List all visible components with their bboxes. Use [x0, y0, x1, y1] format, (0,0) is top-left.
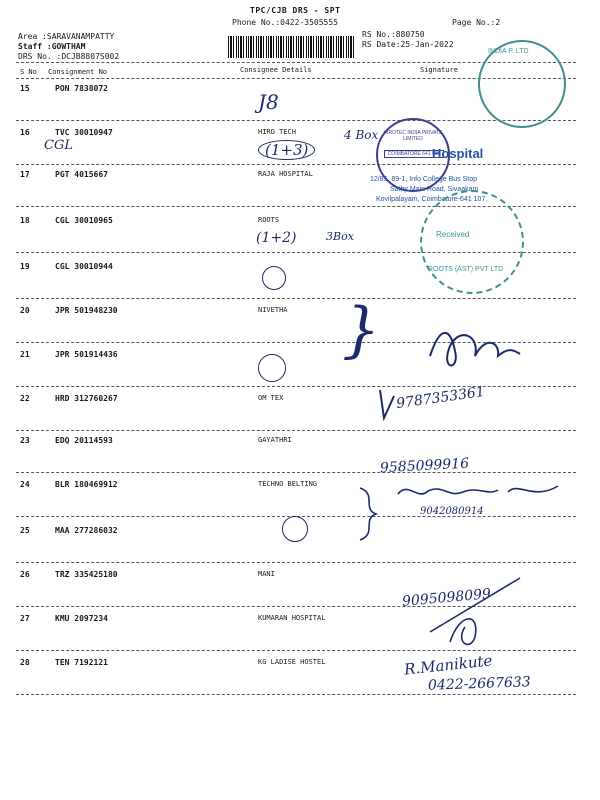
row-sno: 17: [20, 170, 30, 179]
row-consignee: NIVETHA: [258, 306, 288, 314]
row-sno: 15: [20, 84, 30, 93]
staff-label: Staff :GOWTHAM: [18, 42, 86, 51]
row-consignment: MAA 277286032: [55, 526, 118, 535]
handwritten-brace-mark: [352, 484, 392, 544]
row-sno: 21: [20, 350, 30, 359]
handwritten-brace: }: [342, 295, 381, 365]
row-consignment: TVC 30010947: [55, 128, 113, 137]
row-consignment: HRD 312760267: [55, 394, 118, 403]
handwritten-phone: 9787353361: [395, 383, 486, 413]
hospital-stamp-line2: Sathy Main Road, Sivaakam: [390, 186, 479, 193]
row-consignee: HIRO TECH: [258, 128, 296, 136]
row-divider: [16, 120, 576, 121]
company-stamp-text: INDIA P. LTD: [488, 48, 529, 55]
row-sno: 25: [20, 526, 30, 535]
barcode: [228, 36, 356, 58]
row-consignee: GAYATHRI: [258, 436, 292, 444]
row-sno: 19: [20, 262, 30, 271]
hirotec-stamp-text: HIROTEC INDIA PRIVATE LIMITED: [383, 130, 443, 142]
row-consignment: CGL 30010944: [55, 262, 113, 271]
hospital-stamp-line1: 12/85, 89-1, Info College Bus Stop: [370, 176, 478, 183]
row-consignment: TRZ 335425180: [55, 570, 118, 579]
row-consignee: ROOTS: [258, 216, 280, 224]
table-row: [0, 436, 600, 480]
row-consignee: KG LADISE HOSTEL: [258, 658, 326, 666]
row-consignee: KUMARAN HOSPITAL: [258, 614, 326, 622]
handwritten-box-count: 3Box: [326, 230, 354, 243]
company-round-stamp: [478, 40, 566, 128]
row-divider: [16, 694, 576, 695]
row-consignment: CGL 30010965: [55, 216, 113, 225]
row-consignment: TEN 7192121: [55, 658, 108, 667]
phone-number: Phone No.:0422-3505555: [232, 18, 338, 27]
handwritten-name: R.Manikute: [403, 651, 494, 679]
handwritten-phone: 0422-2667633: [427, 674, 531, 694]
handwritten-mark: J8: [258, 90, 279, 114]
col-consignment: Consignment No: [48, 68, 108, 76]
roots-stamp-received: Received: [436, 230, 470, 239]
row-sno: 23: [20, 436, 30, 445]
row-consignment: KMU 2097234: [55, 614, 108, 623]
drs-number: DRS No. :DCJB8807S002: [18, 52, 120, 61]
col-consignee-details: Consignee Details: [240, 66, 312, 74]
row-consignment: BLR 180469912: [55, 480, 118, 489]
row-sno: 20: [20, 306, 30, 315]
row-sno: 28: [20, 658, 30, 667]
row-sno: 16: [20, 128, 30, 137]
handwritten-count: (1+3): [258, 140, 315, 160]
col-signature: Signature: [420, 66, 458, 74]
row-consignment: JPR 501914436: [55, 350, 118, 359]
row-sno: 22: [20, 394, 30, 403]
handwritten-circle-mark: [262, 266, 286, 290]
row-divider: [16, 386, 576, 387]
handwritten-signature: [420, 316, 530, 376]
row-divider: [16, 430, 576, 431]
hospital-stamp-title: Hospital: [432, 146, 484, 161]
row-sno: 24: [20, 480, 30, 489]
table-row: [0, 394, 600, 438]
col-sno: S No: [20, 68, 37, 76]
row-sno: 18: [20, 216, 30, 225]
roots-round-stamp: [420, 190, 524, 294]
row-consignee: TECHNO BELTING: [258, 480, 318, 488]
row-consignment: EDQ 20114593: [55, 436, 113, 445]
row-consignee: MANI: [258, 570, 275, 578]
row-divider: [16, 472, 576, 473]
rs-date: RS Date:25-Jan-2022: [362, 40, 454, 49]
handwritten-box-count: 4 Box: [344, 128, 379, 142]
handwritten-code: CGL: [44, 138, 73, 153]
row-consignee: OM TEX: [258, 394, 284, 402]
handwritten-circle-mark: [258, 354, 286, 382]
page-number: Page No.:2: [452, 18, 501, 27]
row-consignment: PGT 4015667: [55, 170, 108, 179]
row-consignment: JPR 501948230: [55, 306, 118, 315]
handwritten-phone: 9042080914: [420, 506, 484, 517]
row-divider: [16, 298, 576, 299]
handwritten-count: (1+2): [256, 230, 297, 246]
handwritten-circle-mark: [282, 516, 308, 542]
row-consignment: PON 7838072: [55, 84, 108, 93]
handwritten-phone: 9585099916: [379, 455, 470, 477]
hirotec-stamp-city: COIMBATORE 641 035: [384, 150, 444, 158]
handwritten-phone: 9095098099: [401, 586, 492, 610]
row-divider: [16, 562, 576, 563]
row-sno: 27: [20, 614, 30, 623]
handwritten-signature: [420, 572, 530, 652]
hospital-stamp-line3: Kovilpalayam, Coimbatore-641 107.: [376, 196, 488, 203]
row-consignee: RAJA HOSPITAL: [258, 170, 313, 178]
rs-number: RS No.:880750: [362, 30, 425, 39]
row-sno: 26: [20, 570, 30, 579]
document-title: TPC/CJB DRS - SPT: [250, 6, 341, 15]
area-label: Area :SARAVANAMPATTY: [18, 32, 115, 41]
roots-stamp-text: ROOTS (AST) PVT LTD: [428, 266, 504, 273]
handwritten-signature: [388, 476, 568, 508]
